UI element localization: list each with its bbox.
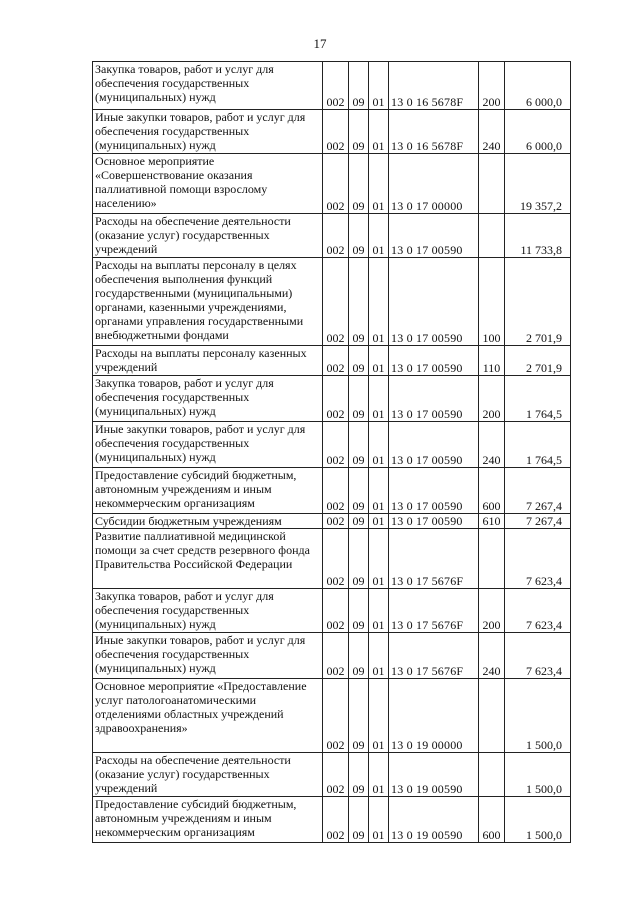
cell-vr — [479, 214, 505, 258]
cell-name: Расходы на обеспечение деятельности (оказание услуг) государственных учреждений — [93, 753, 323, 797]
cell-target: 13 0 17 00590 — [389, 346, 479, 376]
cell-rz: 09 — [349, 422, 369, 468]
cell-vr: 240 — [479, 422, 505, 468]
cell-vr: 100 — [479, 258, 505, 346]
table-row — [93, 154, 571, 214]
cell-amount: 2 701,9 — [505, 346, 571, 376]
cell-name: Основное мероприятие «Предоставление услуг патологоанатомическими отделениями областных учреждений здравоохранения» — [93, 679, 323, 753]
cell-ved: 002 — [323, 258, 349, 346]
cell-ved: 002 — [323, 514, 349, 529]
cell-ved: 002 — [323, 589, 349, 633]
cell-pr: 01 — [369, 214, 389, 258]
cell-rz: 09 — [349, 633, 369, 679]
table-row — [93, 797, 571, 843]
cell-pr: 01 — [369, 62, 389, 110]
table-row — [93, 62, 571, 110]
cell-ved: 002 — [323, 214, 349, 258]
cell-rz: 09 — [349, 529, 369, 589]
cell-ved: 002 — [323, 346, 349, 376]
cell-amount: 19 357,2 — [505, 154, 571, 214]
cell-vr — [479, 529, 505, 589]
cell-name: Иные закупки товаров, работ и услуг для обеспечения государственных (муниципальных) нужд — [93, 422, 323, 468]
cell-pr: 01 — [369, 679, 389, 753]
cell-amount: 7 267,4 — [505, 514, 571, 529]
cell-pr: 01 — [369, 514, 389, 529]
cell-amount: 1 764,5 — [505, 422, 571, 468]
cell-name: Иные закупки товаров, работ и услуг для обеспечения государственных (муниципальных) нужд — [93, 633, 323, 679]
cell-target: 13 0 19 00590 — [389, 797, 479, 843]
cell-target: 13 0 17 5676F — [389, 633, 479, 679]
cell-amount: 1 764,5 — [505, 376, 571, 422]
cell-ved: 002 — [323, 62, 349, 110]
cell-rz: 09 — [349, 468, 369, 514]
cell-name: Расходы на обеспечение деятельности (оказание услуг) государственных учреждений — [93, 214, 323, 258]
table-row — [93, 529, 571, 589]
cell-target: 13 0 19 00000 — [389, 679, 479, 753]
cell-amount: 1 500,0 — [505, 679, 571, 753]
cell-ved: 002 — [323, 753, 349, 797]
cell-target: 13 0 17 00000 — [389, 154, 479, 214]
cell-rz: 09 — [349, 376, 369, 422]
cell-amount: 2 701,9 — [505, 258, 571, 346]
cell-name: Закупка товаров, работ и услуг для обеспечения государственных (муниципальных) нужд — [93, 589, 323, 633]
cell-amount: 11 733,8 — [505, 214, 571, 258]
cell-ved: 002 — [323, 376, 349, 422]
cell-pr: 01 — [369, 422, 389, 468]
cell-pr: 01 — [369, 154, 389, 214]
cell-amount: 1 500,0 — [505, 797, 571, 843]
table-row — [93, 422, 571, 468]
table-row — [93, 258, 571, 346]
page-number: 17 — [313, 36, 327, 51]
cell-amount: 1 500,0 — [505, 753, 571, 797]
cell-name: Субсидии бюджетным учреждениям — [93, 514, 323, 529]
cell-target: 13 0 19 00590 — [389, 753, 479, 797]
table-row — [93, 468, 571, 514]
cell-amount: 6 000,0 — [505, 110, 571, 154]
cell-rz: 09 — [349, 346, 369, 376]
cell-target: 13 0 17 00590 — [389, 376, 479, 422]
table-row — [93, 214, 571, 258]
cell-vr: 240 — [479, 633, 505, 679]
cell-ved: 002 — [323, 529, 349, 589]
cell-vr: 200 — [479, 62, 505, 110]
cell-pr: 01 — [369, 258, 389, 346]
cell-ved: 002 — [323, 154, 349, 214]
cell-amount: 7 623,4 — [505, 589, 571, 633]
cell-vr: 600 — [479, 797, 505, 843]
cell-name: Развитие паллиативной медицинской помощи за счет средств резервного фонда Правительства Российской Федерации — [93, 529, 323, 589]
table-row — [93, 514, 571, 529]
cell-ved: 002 — [323, 422, 349, 468]
table-row — [93, 589, 571, 633]
cell-vr — [479, 753, 505, 797]
cell-pr: 01 — [369, 529, 389, 589]
cell-amount: 7 623,4 — [505, 633, 571, 679]
table-row — [93, 376, 571, 422]
cell-rz: 09 — [349, 514, 369, 529]
cell-rz: 09 — [349, 110, 369, 154]
cell-vr: 240 — [479, 110, 505, 154]
cell-pr: 01 — [369, 797, 389, 843]
cell-ved: 002 — [323, 797, 349, 843]
cell-pr: 01 — [369, 376, 389, 422]
budget-table — [92, 61, 571, 843]
cell-amount: 7 623,4 — [505, 529, 571, 589]
cell-ved: 002 — [323, 110, 349, 154]
cell-vr: 610 — [479, 514, 505, 529]
cell-name: Предоставление субсидий бюджетным, автономным учреждениям и иным некоммерческим организациям — [93, 468, 323, 514]
cell-rz: 09 — [349, 679, 369, 753]
cell-vr: 200 — [479, 589, 505, 633]
cell-name: Закупка товаров, работ и услуг для обеспечения государственных (муниципальных) нужд — [93, 376, 323, 422]
cell-target: 13 0 17 00590 — [389, 258, 479, 346]
cell-name: Основное мероприятие «Совершенствование оказания паллиативной помощи взрослому населению» — [93, 154, 323, 214]
table-row — [93, 633, 571, 679]
cell-name: Предоставление субсидий бюджетным, автономным учреждениям и иным некоммерческим организациям — [93, 797, 323, 843]
cell-pr: 01 — [369, 468, 389, 514]
cell-rz: 09 — [349, 589, 369, 633]
cell-name: Расходы на выплаты персоналу в целях обеспечения выполнения функций государственными (муниципальными) органами, казенными учреждениями, органами управления государственными внебюджетными фондами — [93, 258, 323, 346]
cell-target: 13 0 17 00590 — [389, 514, 479, 529]
cell-ved: 002 — [323, 633, 349, 679]
cell-vr: 110 — [479, 346, 505, 376]
cell-target: 13 0 16 5678F — [389, 110, 479, 154]
cell-amount: 6 000,0 — [505, 62, 571, 110]
cell-vr — [479, 154, 505, 214]
cell-name: Расходы на выплаты персоналу казенных учреждений — [93, 346, 323, 376]
cell-name: Закупка товаров, работ и услуг для обеспечения государственных (муниципальных) нужд — [93, 62, 323, 110]
table-row — [93, 753, 571, 797]
cell-vr — [479, 679, 505, 753]
cell-target: 13 0 17 5676F — [389, 589, 479, 633]
cell-rz: 09 — [349, 62, 369, 110]
table-row — [93, 346, 571, 376]
cell-target: 13 0 16 5678F — [389, 62, 479, 110]
cell-vr: 600 — [479, 468, 505, 514]
table-row — [93, 679, 571, 753]
cell-ved: 002 — [323, 679, 349, 753]
cell-rz: 09 — [349, 214, 369, 258]
cell-pr: 01 — [369, 633, 389, 679]
cell-target: 13 0 17 00590 — [389, 422, 479, 468]
cell-amount: 7 267,4 — [505, 468, 571, 514]
cell-pr: 01 — [369, 753, 389, 797]
cell-target: 13 0 17 5676F — [389, 529, 479, 589]
cell-rz: 09 — [349, 753, 369, 797]
cell-vr: 200 — [479, 376, 505, 422]
cell-pr: 01 — [369, 346, 389, 376]
table-row — [93, 110, 571, 154]
cell-rz: 09 — [349, 797, 369, 843]
cell-target: 13 0 17 00590 — [389, 468, 479, 514]
cell-rz: 09 — [349, 154, 369, 214]
cell-pr: 01 — [369, 110, 389, 154]
cell-name: Иные закупки товаров, работ и услуг для обеспечения государственных (муниципальных) нужд — [93, 110, 323, 154]
cell-pr: 01 — [369, 589, 389, 633]
cell-target: 13 0 17 00590 — [389, 214, 479, 258]
cell-ved: 002 — [323, 468, 349, 514]
cell-rz: 09 — [349, 258, 369, 346]
